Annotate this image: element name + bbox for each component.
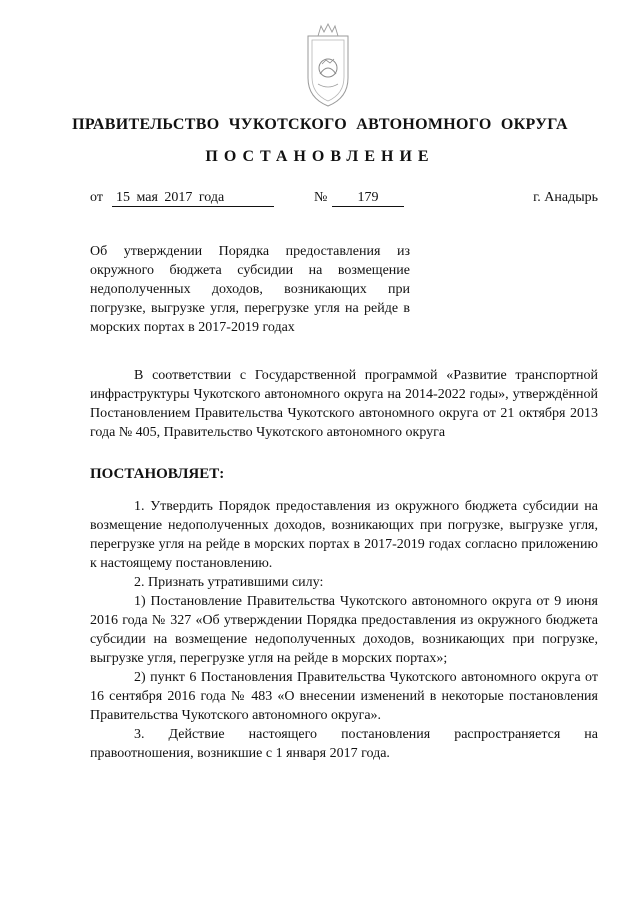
resolution-item: 1) Постановление Правительства Чукотского автономного округа от 9 июня 2016 года № 327 «Об утверждении Порядка предоставления из окружного бюджета субсидии на возмещение недополученных доходов, возникающих при погрузке, выгрузке угля, перегрузке угля на рейде в морских портах»;: [90, 594, 598, 666]
resolution-item: 1. Утвердить Порядок предоставления из окружного бюджета субсидии на возмещение недополученных доходов, возникающих при погрузке, выгрузке угля, перегрузке угля на рейде в морских портах в 2017-2019 годах согласно приложению к настоящему постановлению.: [90, 499, 598, 571]
coat-of-arms-icon: [304, 22, 352, 108]
document-date: 15 мая 2017 года: [112, 190, 274, 207]
resolution-item: 2. Признать утратившими силу:: [134, 575, 324, 590]
resolution-items: [90, 497, 598, 763]
document-meta: [90, 190, 598, 212]
document-number: 179: [332, 190, 404, 207]
government-title: ПРАВИТЕЛЬСТВО ЧУКОТСКОГО АВТОНОМНОГО ОКРУГА: [72, 116, 568, 133]
resolve-heading: ПОСТАНОВЛЯЕТ:: [90, 466, 225, 482]
number-sign: №: [314, 190, 328, 205]
document-type: ПОСТАНОВЛЕНИЕ: [205, 148, 435, 165]
document-city: г. Анадырь: [533, 190, 598, 205]
preamble-paragraph: В соответствии с Государственной программой «Развитие транспортной инфраструктуры Чукотского автономного округа на 2014-2022 годы», утверждённой Постановлением Правительства Чукотского автономного округа от 21 октября 2013 года № 405, Правительство Чукотского автономного округа: [90, 368, 598, 440]
date-prefix: от: [90, 190, 103, 205]
resolution-item: 2) пункт 6 Постановления Правительства Чукотского автономного округа от 16 сентября 2016 года № 483 «О внесении изменений в некоторые постановления Правительства Чукотского автономного округа».: [90, 670, 598, 723]
document-subject: Об утверждении Порядка предоставления из окружного бюджета субсидии на возмещение недополученных доходов, возникающих при погрузке, выгрузке угля, перегрузке угля на рейде в морских портах в 2017-2019 годах: [90, 244, 410, 335]
resolution-item: 3. Действие настоящего постановления распространяется на правоотношения, возникшие с 1 января 2017 года.: [90, 727, 598, 761]
